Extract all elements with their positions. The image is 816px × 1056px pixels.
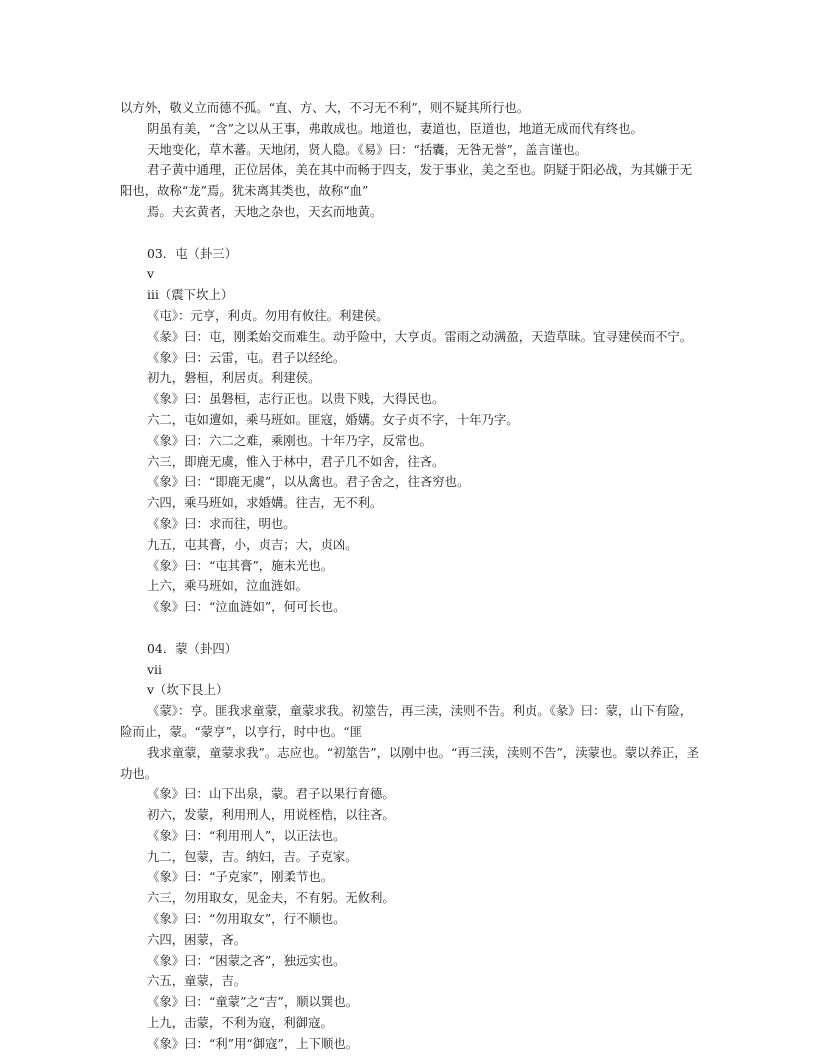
paragraph: 六三，即鹿无虞，惟入于林中，君子几不如舍，往吝。 [147,453,445,469]
paragraph: 《象》曰：云雷，屯。君子以经纶。 [147,349,346,365]
paragraph: 以方外，敬义立而德不孤。“直、方、大，不习无不利”，则不疑其所行也。 [120,100,530,115]
paragraph: 六四，困蒙，吝。 [147,931,247,947]
paragraph: 六二，屯如邅如，乘马班如。匪寇，婚媾。女子贞不字，十年乃字。 [147,411,519,427]
paragraph: 《象》曰：虽磐桓，志行正也。以贵下贱，大得民也。 [147,391,445,407]
paragraph: 《象》曰：“童蒙”之“吉”，顺以巽也。 [147,994,359,1010]
intro-block [120,98,702,223]
paragraph: 我求童蒙，童蒙求我”。志应也。“初筮告”，以刚中也。“再三渎，渎则不告”，渎蒙也。蒙以养正，圣功也。 [120,744,700,781]
paragraph: 《象》曰：山下出泉，蒙。君子以果行育德。 [147,786,395,802]
section-heading: 03．屯（卦三） [147,245,238,261]
paragraph: 初九，磐桓，利居贞。利建侯。 [147,370,321,386]
paragraph: 九五，屯其膏，小，贞吉；大，贞凶。 [147,536,358,552]
paragraph: 上六，乘马班如，泣血涟如。 [147,578,309,594]
paragraph: 六四，乘马班如，求婚媾。往吉，无不利。 [147,495,383,511]
paragraph: 《象》曰：“勿用取女”，行不顺也。 [147,911,346,927]
paragraph: 《象》曰：“屯其膏”，施未光也。 [147,557,334,573]
paragraph: 《象》曰：“利用刑人”，以正法也。 [147,827,346,843]
hexagram-symbol-upper: ⅶ [147,661,162,677]
paragraph: 《象》曰：“泣血涟如”，何可长也。 [147,599,346,615]
paragraph: 《象》曰：“利”用“御寇”，上下顺也。 [147,1035,359,1051]
hexagram-symbol-upper: ⅴ [147,266,154,282]
paragraph: 焉。夫玄黄者，天地之杂也，天玄而地黄。 [147,203,383,219]
paragraph: 《象》曰：六二之难，乘刚也。十年乃字，反常也。 [147,432,432,448]
section-hexagram-04 [120,639,702,1055]
paragraph: 初六，发蒙，利用刑人，用说桎梏，以往吝。 [147,807,395,823]
paragraph: 君子黄中通理，正位居体，美在其中而畅于四支，发于事业，美之至也。阴疑于阳必战，为其嫌于无阳也，故称“龙”焉。犹未离其类也，故称“血” [120,162,693,199]
hexagram-symbol-lower: ⅲ（震下坎上） [147,287,234,303]
paragraph: 《象》曰：“子克家”，刚柔节也。 [147,869,334,885]
paragraph: 《屯》：元亨，利贞。勿用有攸往。利建侯。 [147,307,389,323]
paragraph: 《象》曰：“困蒙之吝”，独远实也。 [147,952,346,968]
paragraph: 九二，包蒙，吉。纳妇，吉。子克家。 [147,848,358,864]
paragraph: 上九，击蒙，不利为寇，利御寇。 [147,1015,333,1031]
paragraph: 阴虽有美，“含”之以从王事，弗敢成也。地道也，妻道也，臣道也，地道无成而代有终也。 [147,120,643,136]
paragraph: 《彖》曰：屯，刚柔始交而难生。动乎险中，大亨贞。雷雨之动满盈，天造草昧。宜寻建侯而不宁。 [147,328,693,344]
section-heading: 04．蒙（卦四） [147,640,238,656]
paragraph: 天地变化，草木蕃。天地闭，贤人隐。《易》曰：“括囊，无咎无誉”，盖言谨也。 [147,141,588,157]
paragraph: 《蒙》：亨。匪我求童蒙，童蒙求我。初筮告，再三渎，渎则不告。利贞。《彖》曰：蒙，山下有险，险而止，蒙。“蒙亨”，以亨行，时中也。“匪 [120,703,693,739]
paragraph: 六三，勿用取女，见金夫，不有躬。无攸利。 [147,890,395,906]
paragraph: 六五，童蒙，吉。 [147,973,247,989]
section-gap [120,223,702,244]
paragraph: 《象》曰：求而往，明也。 [147,515,296,531]
paragraph: 《象》曰：“即鹿无虞”，以从禽也。君子舍之，往吝穷也。 [147,474,470,490]
hexagram-symbol-lower: ⅴ（坎下艮上） [147,682,229,698]
section-gap [120,618,702,639]
section-hexagram-03 [120,244,702,618]
document-page [120,98,702,1055]
